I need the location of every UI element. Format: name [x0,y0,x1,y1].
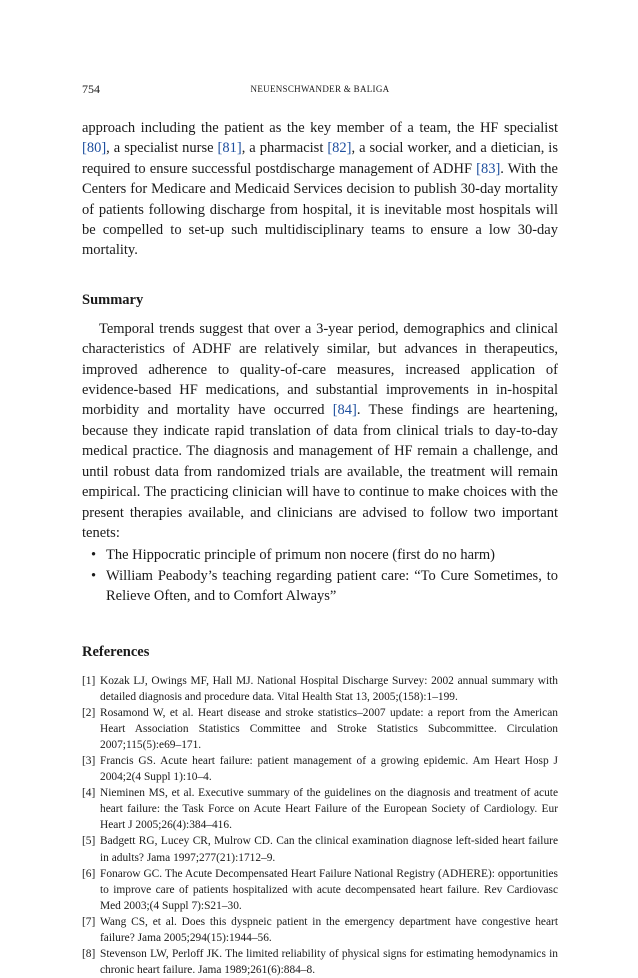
references-heading: References [82,643,150,660]
page-number: 754 [82,82,100,96]
reference-item [82,946,558,978]
reference-text: Nieminen MS, et al. Executive summary of the guidelines on the diagnosis and treatment of acute heart failure: the Task Force on Acute Heart Failure of the European Society of Cardiology. Eur Heart J 2005;26(4):384–416. [100,787,558,832]
reference-text: Rosamond W, et al. Heart disease and stroke statistics–2007 update: a report from the American Heart Association Statistics Committee and Stroke Statistics Subcommittee. Circulation 2007;115(5):e69–171. [100,706,558,751]
bullet-icon: • [91,567,97,584]
reference-item [82,673,558,705]
tenet-text: The Hippocratic principle of primum non nocere (first do no harm) [106,547,495,564]
tenet-item [82,566,558,607]
reference-item [82,785,558,833]
reference-item [82,705,558,753]
reference-text: Francis GS. Acute heart failure: patient management of a growing epidemic. Am Heart Hosp J 2004;2(4 Suppl 1):10–4. [100,755,558,784]
reference-item [82,866,558,914]
reference-number: [7] [82,915,96,928]
references-list [82,673,558,978]
citation-link-82[interactable]: [82] [327,140,352,157]
citation-link-84[interactable]: [84] [332,402,357,419]
intro-text-5: . With the Centers for Medicare and Medicaid Services decision to publish 30-day mortality of patients following discharge from hospital, it is inevitable most hospitals will be compelled to set-up such multidisciplinary teams to ensure a low 30-day mortality. [82,160,558,259]
running-head [82,82,558,96]
tenet-text: William Peabody’s teaching regarding patient care: “To Cure Sometimes, to Relieve Often, and to Comfort Always” [106,567,558,605]
reference-number: [8] [82,948,96,961]
intro-text-3: , a pharmacist [241,140,328,157]
reference-item [82,914,558,946]
bullet-icon: • [91,547,97,564]
intro-text-1: approach including the patient as the key member of a team, the HF specialist [82,120,558,136]
intro-text-4: , a social worker, and a dietician, is required to ensure successful postdischarge management of ADHF [82,140,558,177]
article-body [82,118,558,978]
reference-item [82,753,558,785]
summary-text-2: . These findings are heartening, because they indicate rapid translation of data from clinical trials to day-to-day medical practice. The diagnosis and management of HF remain a challenge, and until robust data from randomized trials are available, the treatment will remain empirical. The practicing clinician will have to continue to make choices with the present therapies available, and clinicians are advised to follow two important tenets: [82,402,558,541]
summary-heading: Summary [82,291,144,308]
intro-text-2: , a specialist nurse [106,140,218,157]
reference-item [82,833,558,865]
reference-number: [3] [82,755,96,767]
reference-text: Stevenson LW, Perloff JK. The limited reliability of physical signs for estimating hemodynamics in chronic heart failure. Jama 1989;261(6):884–8. [100,948,558,977]
summary-paragraph [82,319,558,543]
reference-number: [1] [82,674,96,687]
reference-text: Fonarow GC. The Acute Decompensated Heart Failure National Registry (ADHERE): opportunities to improve care of patients hospitalized with acute decompensated heart failure. Rev Cardiovasc Med 2003;(4 Suppl 7):S21–30. [100,867,558,912]
reference-number: [2] [82,706,96,719]
tenet-item [82,545,558,565]
citation-link-81[interactable]: [81] [217,140,242,157]
running-head-authors: NEUENSCHWANDER & BALIGA [250,84,390,94]
reference-text: Wang CS, et al. Does this dyspneic patient in the emergency department have congestive heart failure? Jama 2005;294(15):1944–56. [100,915,558,945]
citation-link-83[interactable]: [83] [476,160,501,177]
reference-number: [6] [82,867,96,880]
reference-text: Kozak LJ, Owings MF, Hall MJ. National Hospital Discharge Survey: 2002 annual summary with detailed diagnosis and procedure data. Vital Health Stat 13, 2005;(158):1–199. [100,674,558,703]
reference-number: [5] [82,835,96,848]
intro-paragraph [82,118,558,261]
citation-link-80[interactable]: [80] [82,140,107,157]
reference-number: [4] [82,787,96,800]
reference-text: Badgett RG, Lucey CR, Mulrow CD. Can the clinical examination diagnose left-sided heart failure in adults? Jama 1997;277(21):1712–9. [100,835,558,864]
summary-text-1: Temporal trends suggest that over a 3-year period, demographics and clinical characteristics of ADHF are relatively similar, but advances in therapeutics, improved adherence to quality-of-care measures, increased application of evidence-based HF medications, and substantial improvements in in-hospital morbidity and mortality have occurred [82,320,558,419]
tenets-list [82,545,558,606]
